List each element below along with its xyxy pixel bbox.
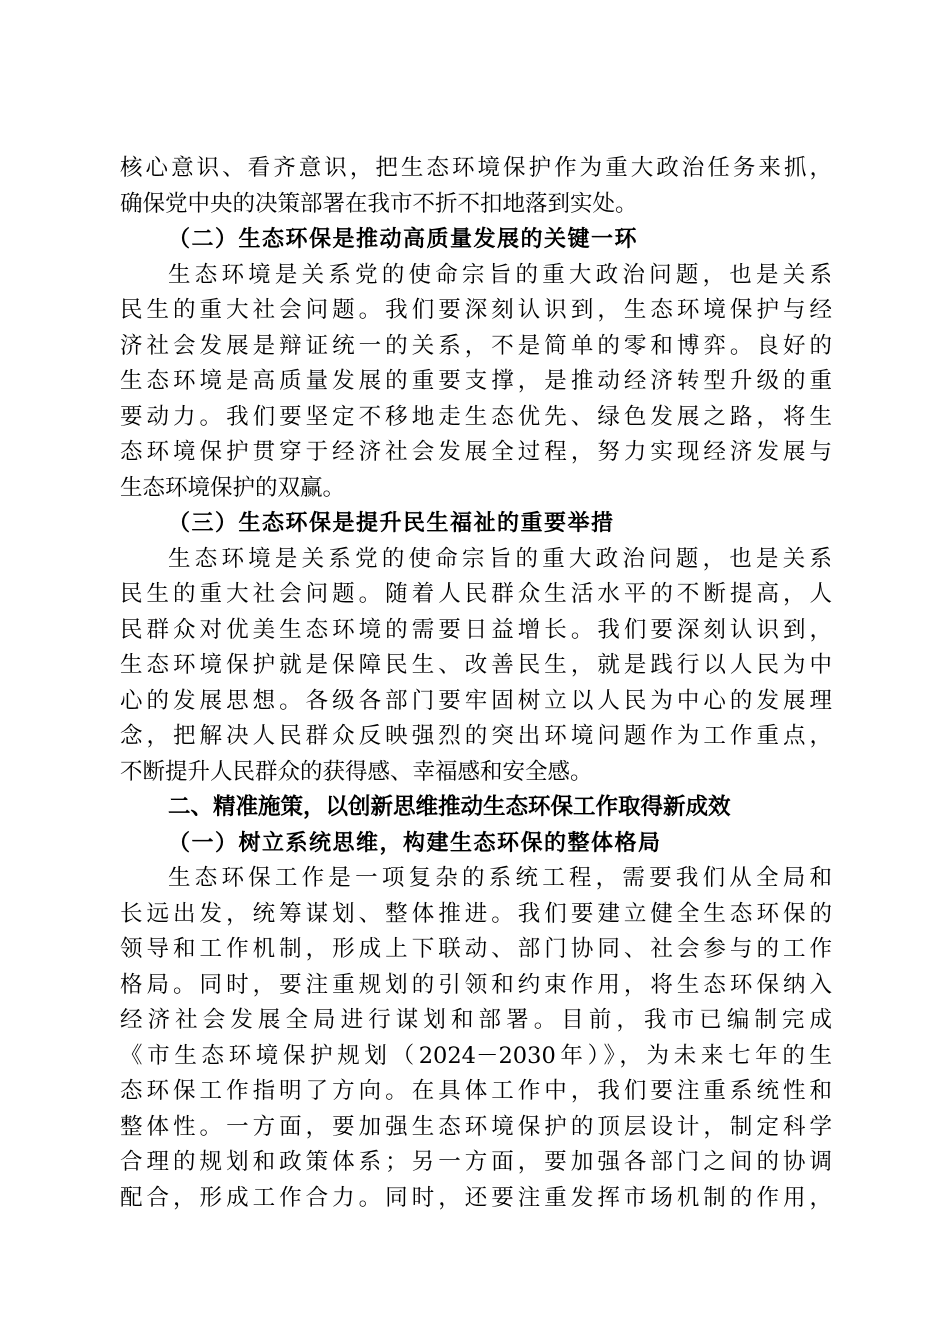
document-body bbox=[120, 151, 832, 1216]
text-line: 配合，形成工作合力。同时，还要注重发挥市场机制的作用， bbox=[120, 1184, 832, 1211]
text-line: 《市生态环境保护规划（2024－2030年）》，为未来七年的生 bbox=[120, 1042, 832, 1069]
text-line: 格局。同时，要注重规划的引领和约束作用，将生态环保纳入 bbox=[120, 971, 832, 998]
text-line: 整体性。一方面，要加强生态环境保护的顶层设计，制定科学 bbox=[120, 1113, 832, 1140]
text-line: 要动力。我们要坚定不移地走生态优先、绿色发展之路，将生 bbox=[120, 403, 832, 430]
text-line: 态环境保护贯穿于经济社会发展全过程，努力实现经济发展与 bbox=[120, 439, 832, 465]
text-line: 态环保工作指明了方向。在具体工作中，我们要注重系统性和 bbox=[120, 1078, 832, 1104]
text-line: 生态环境保护就是保障民生、改善民生，就是践行以人民为中 bbox=[120, 652, 832, 678]
text-line: 生态环境是关系党的使命宗旨的重大政治问题，也是关系 bbox=[168, 545, 832, 572]
section-subheading: （二）生态环保是推动高质量发展的关键一环 bbox=[168, 226, 639, 252]
text-line: 生态环境是高质量发展的重要支撑，是推动经济转型升级的重 bbox=[120, 368, 832, 394]
text-line: 生态环境是关系党的使命宗旨的重大政治问题，也是关系 bbox=[168, 261, 832, 288]
text-line: 心的发展思想。各级各部门要牢固树立以人民为中心的发展理 bbox=[120, 687, 832, 714]
section-subheading: （三）生态环保是提升民生福祉的重要举措 bbox=[168, 510, 615, 536]
text-line: 不断提升人民群众的获得感、幸福感和安全感。 bbox=[120, 758, 593, 785]
text-line: 核心意识、看齐意识，把生态环境保护作为重大政治任务来抓， bbox=[120, 155, 832, 181]
text-line: 确保党中央的决策部署在我市不折不扣地落到实处。 bbox=[120, 190, 638, 217]
text-line: 民群众对优美生态环境的需要日益增长。我们要深刻认识到， bbox=[120, 616, 832, 643]
section-subheading: （一）树立系统思维，构建生态环保的整体格局 bbox=[168, 829, 662, 856]
text-line: 民生的重大社会问题。我们要深刻认识到，生态环境保护与经 bbox=[120, 297, 832, 323]
text-line: 生态环境保护的双赢。 bbox=[120, 474, 346, 501]
text-line: 经济社会发展全局进行谋划和部署。目前，我市已编制完成 bbox=[120, 1007, 832, 1033]
section-heading: 二、精准施策，以创新思维推动生态环保工作取得新成效 bbox=[168, 794, 731, 820]
text-line: 念，把解决人民群众反映强烈的突出环境问题作为工作重点， bbox=[120, 723, 832, 749]
text-line: 济社会发展是辩证统一的关系，不是简单的零和博弈。良好的 bbox=[120, 332, 832, 359]
text-line: 民生的重大社会问题。随着人民群众生活水平的不断提高，人 bbox=[120, 581, 832, 607]
text-line: 生态环保工作是一项复杂的系统工程，需要我们从全局和 bbox=[168, 865, 832, 891]
text-line: 合理的规划和政策体系；另一方面，要加强各部门之间的协调 bbox=[120, 1149, 832, 1175]
text-line: 长远出发，统筹谋划、整体推进。我们要建立健全生态环保的 bbox=[120, 900, 832, 927]
text-line: 领导和工作机制，形成上下联动、部门协同、社会参与的工作 bbox=[120, 936, 832, 962]
